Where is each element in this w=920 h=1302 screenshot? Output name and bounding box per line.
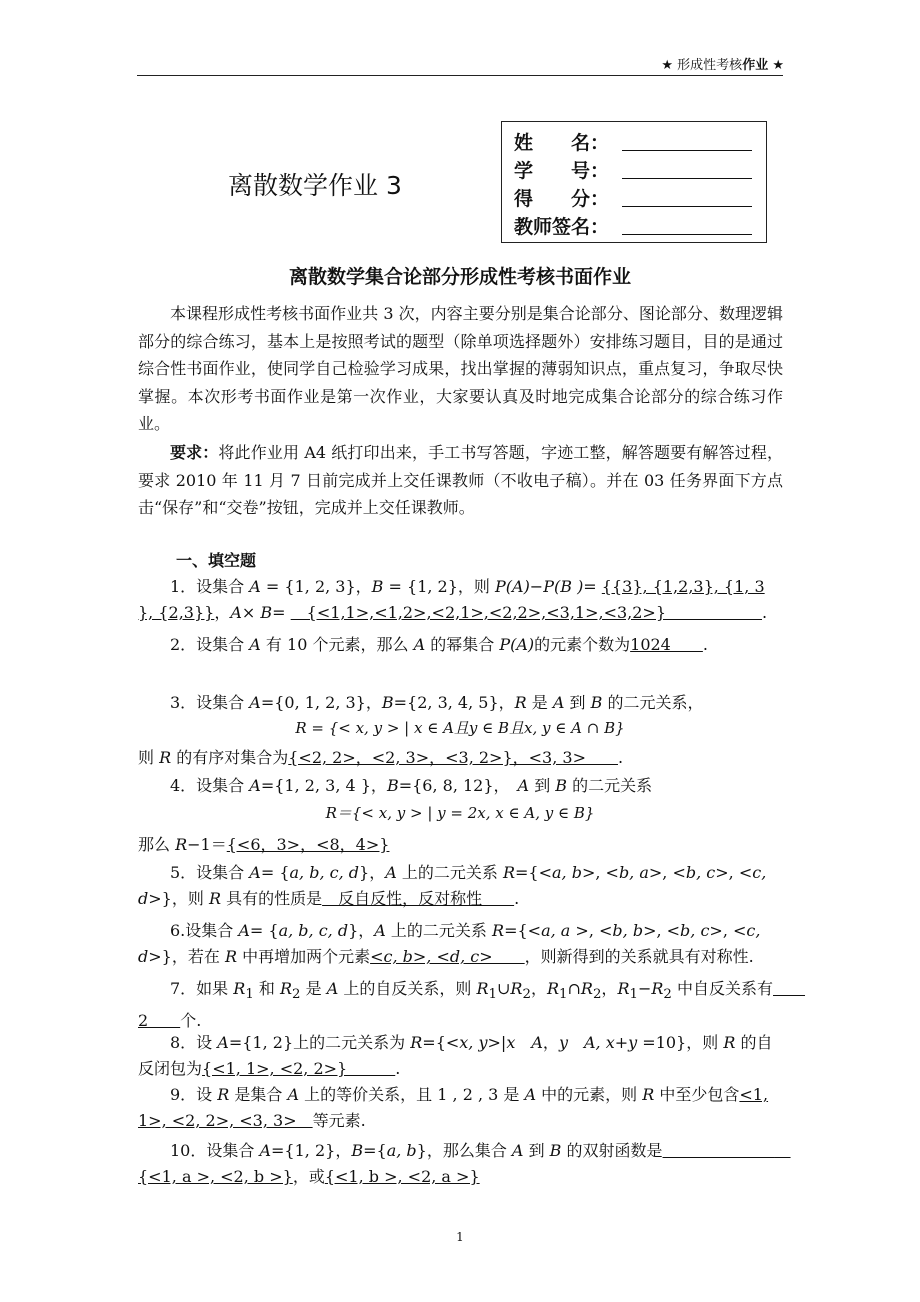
running-header: ★ 形成性考核作业 ★ bbox=[661, 58, 784, 73]
score-field[interactable] bbox=[622, 188, 752, 207]
q3-answer-line: 则 R 的有序对集合为{<2, 2>，<2, 3>，<3, 2>}，<3, 3> . bbox=[138, 748, 624, 767]
requirement-paragraph: 要求：将此作业用 A4 纸打印出来，手工书写答题，字迹工整，解答题要有解答过程，要求 2010 年 11 月 7 日前完成并上交任课教师（不收电子稿）。并在 03 任务界面下方点击“保存”和“交卷”按钮，完成并上交任课教师。 bbox=[138, 443, 783, 517]
question-5: 5．设集合 A= {a, b, c, d}，A 上的二元关系 R={<a, b>, <b, a>, <b, c>, <c, d>}，则 R 具有的性质是 反自反性，反对称性 . bbox=[138, 863, 767, 908]
question-10: 10．设集合 A={1, 2}，B={a, b}，那么集合 A 到 B 的双射函数是 {<1, a >, <2, b >}，或{<1, b >, <2, a >} bbox=[138, 1141, 791, 1186]
teacher-label: 教师签名： bbox=[514, 215, 610, 238]
teacher-row bbox=[514, 211, 766, 239]
score-label: 得 分： bbox=[514, 187, 610, 210]
name-field[interactable] bbox=[622, 132, 752, 151]
question-2: 2．设集合 A 有 10 个元素，那么 A 的幂集合 P(A)的元素个数为1024 . bbox=[170, 635, 708, 654]
question-1: 1．设集合 A = {1, 2, 3}，B = {1, 2}，则 P(A)−P(B )= {{3}, {1,2,3}, {1, 3 }, {2,3}}，A× B= {<1,1>,<1,2>,<2,1>,<2,2>,<3,1>,<3,2>} . bbox=[138, 577, 768, 622]
document-title: 离散数学作业 3 bbox=[228, 171, 402, 200]
teacher-field[interactable] bbox=[622, 216, 752, 235]
name-row bbox=[514, 127, 766, 155]
question-8: 8．设 A={1, 2}上的二元关系为 R={<x, y>|x A，y A, x+y =10}，则 R 的自反闭包为{<1, 1>, <2, 2>} . bbox=[138, 1033, 773, 1078]
question-6: 6.设集合 A= {a, b, c, d}，A 上的二元关系 R={<a, a >, <b, b>, <b, c>, <c, d>}，若在 R 中再增加两个元素<c, b>, <d, c> ，则新得到的关系就具有对称性. bbox=[138, 921, 761, 966]
question-7: 7．如果 $R_1$ 和 $R_2$ 是 A 上的自反关系，则 $R_1\cup R_2$，$R_1\cap R_2$，$R_1-R_2$ 中自反关系有 2 个. bbox=[138, 979, 806, 1031]
intro-paragraph: 本课程形成性考核书面作业共 3 次，内容主要分别是集合论部分、图论部分、数理逻辑部分的综合练习，基本上是按照考试的题型（除单项选择题外）安排练习题目，目的是通过综合性书面作业，使同学自己检验学习成果，找出掌握的薄弱知识点，重点复习，争取尽快掌握。本次形考书面作业是第一次作业，大家要认真及时地完成集合论部分的综合练习作业。 bbox=[138, 304, 783, 433]
question-4: 4．设集合 A={1, 2, 3, 4 }，B={6, 8, 12}， A 到 B 的二元关系 bbox=[170, 776, 653, 795]
student-info-box bbox=[501, 121, 767, 243]
id-label: 学 号： bbox=[514, 159, 610, 182]
name-label: 姓 名： bbox=[514, 131, 610, 154]
subtitle: 离散数学集合论部分形成性考核书面作业 bbox=[288, 266, 631, 288]
header-rule bbox=[137, 75, 783, 76]
id-row bbox=[514, 155, 766, 183]
question-3: 3．设集合 A={0, 1, 2, 3}，B={2, 3, 4, 5}，R 是 A 到 B 的二元关系， bbox=[170, 693, 704, 712]
q4-answer-line: 那么 R−1＝{<6，3>，<8，4>} bbox=[138, 835, 390, 854]
id-field[interactable] bbox=[622, 160, 752, 179]
score-row bbox=[514, 183, 766, 211]
q4-formula: R＝{< x, y > | y = 2x, x ∈ A, y ∈ B} bbox=[325, 804, 595, 822]
q3-formula: R = {< x, y > | x ∈ A且y ∈ B且x, y ∈ A ∩ B} bbox=[295, 719, 625, 737]
page-number: 1 bbox=[456, 1230, 464, 1244]
section-fill-blank: 一、填空题 bbox=[176, 551, 257, 570]
question-9: 9．设 R 是集合 A 上的等价关系，且 1 , 2 , 3 是 A 中的元素，则 R 中至少包含<1, 1>, <2, 2>, <3, 3> 等元素. bbox=[138, 1085, 769, 1130]
